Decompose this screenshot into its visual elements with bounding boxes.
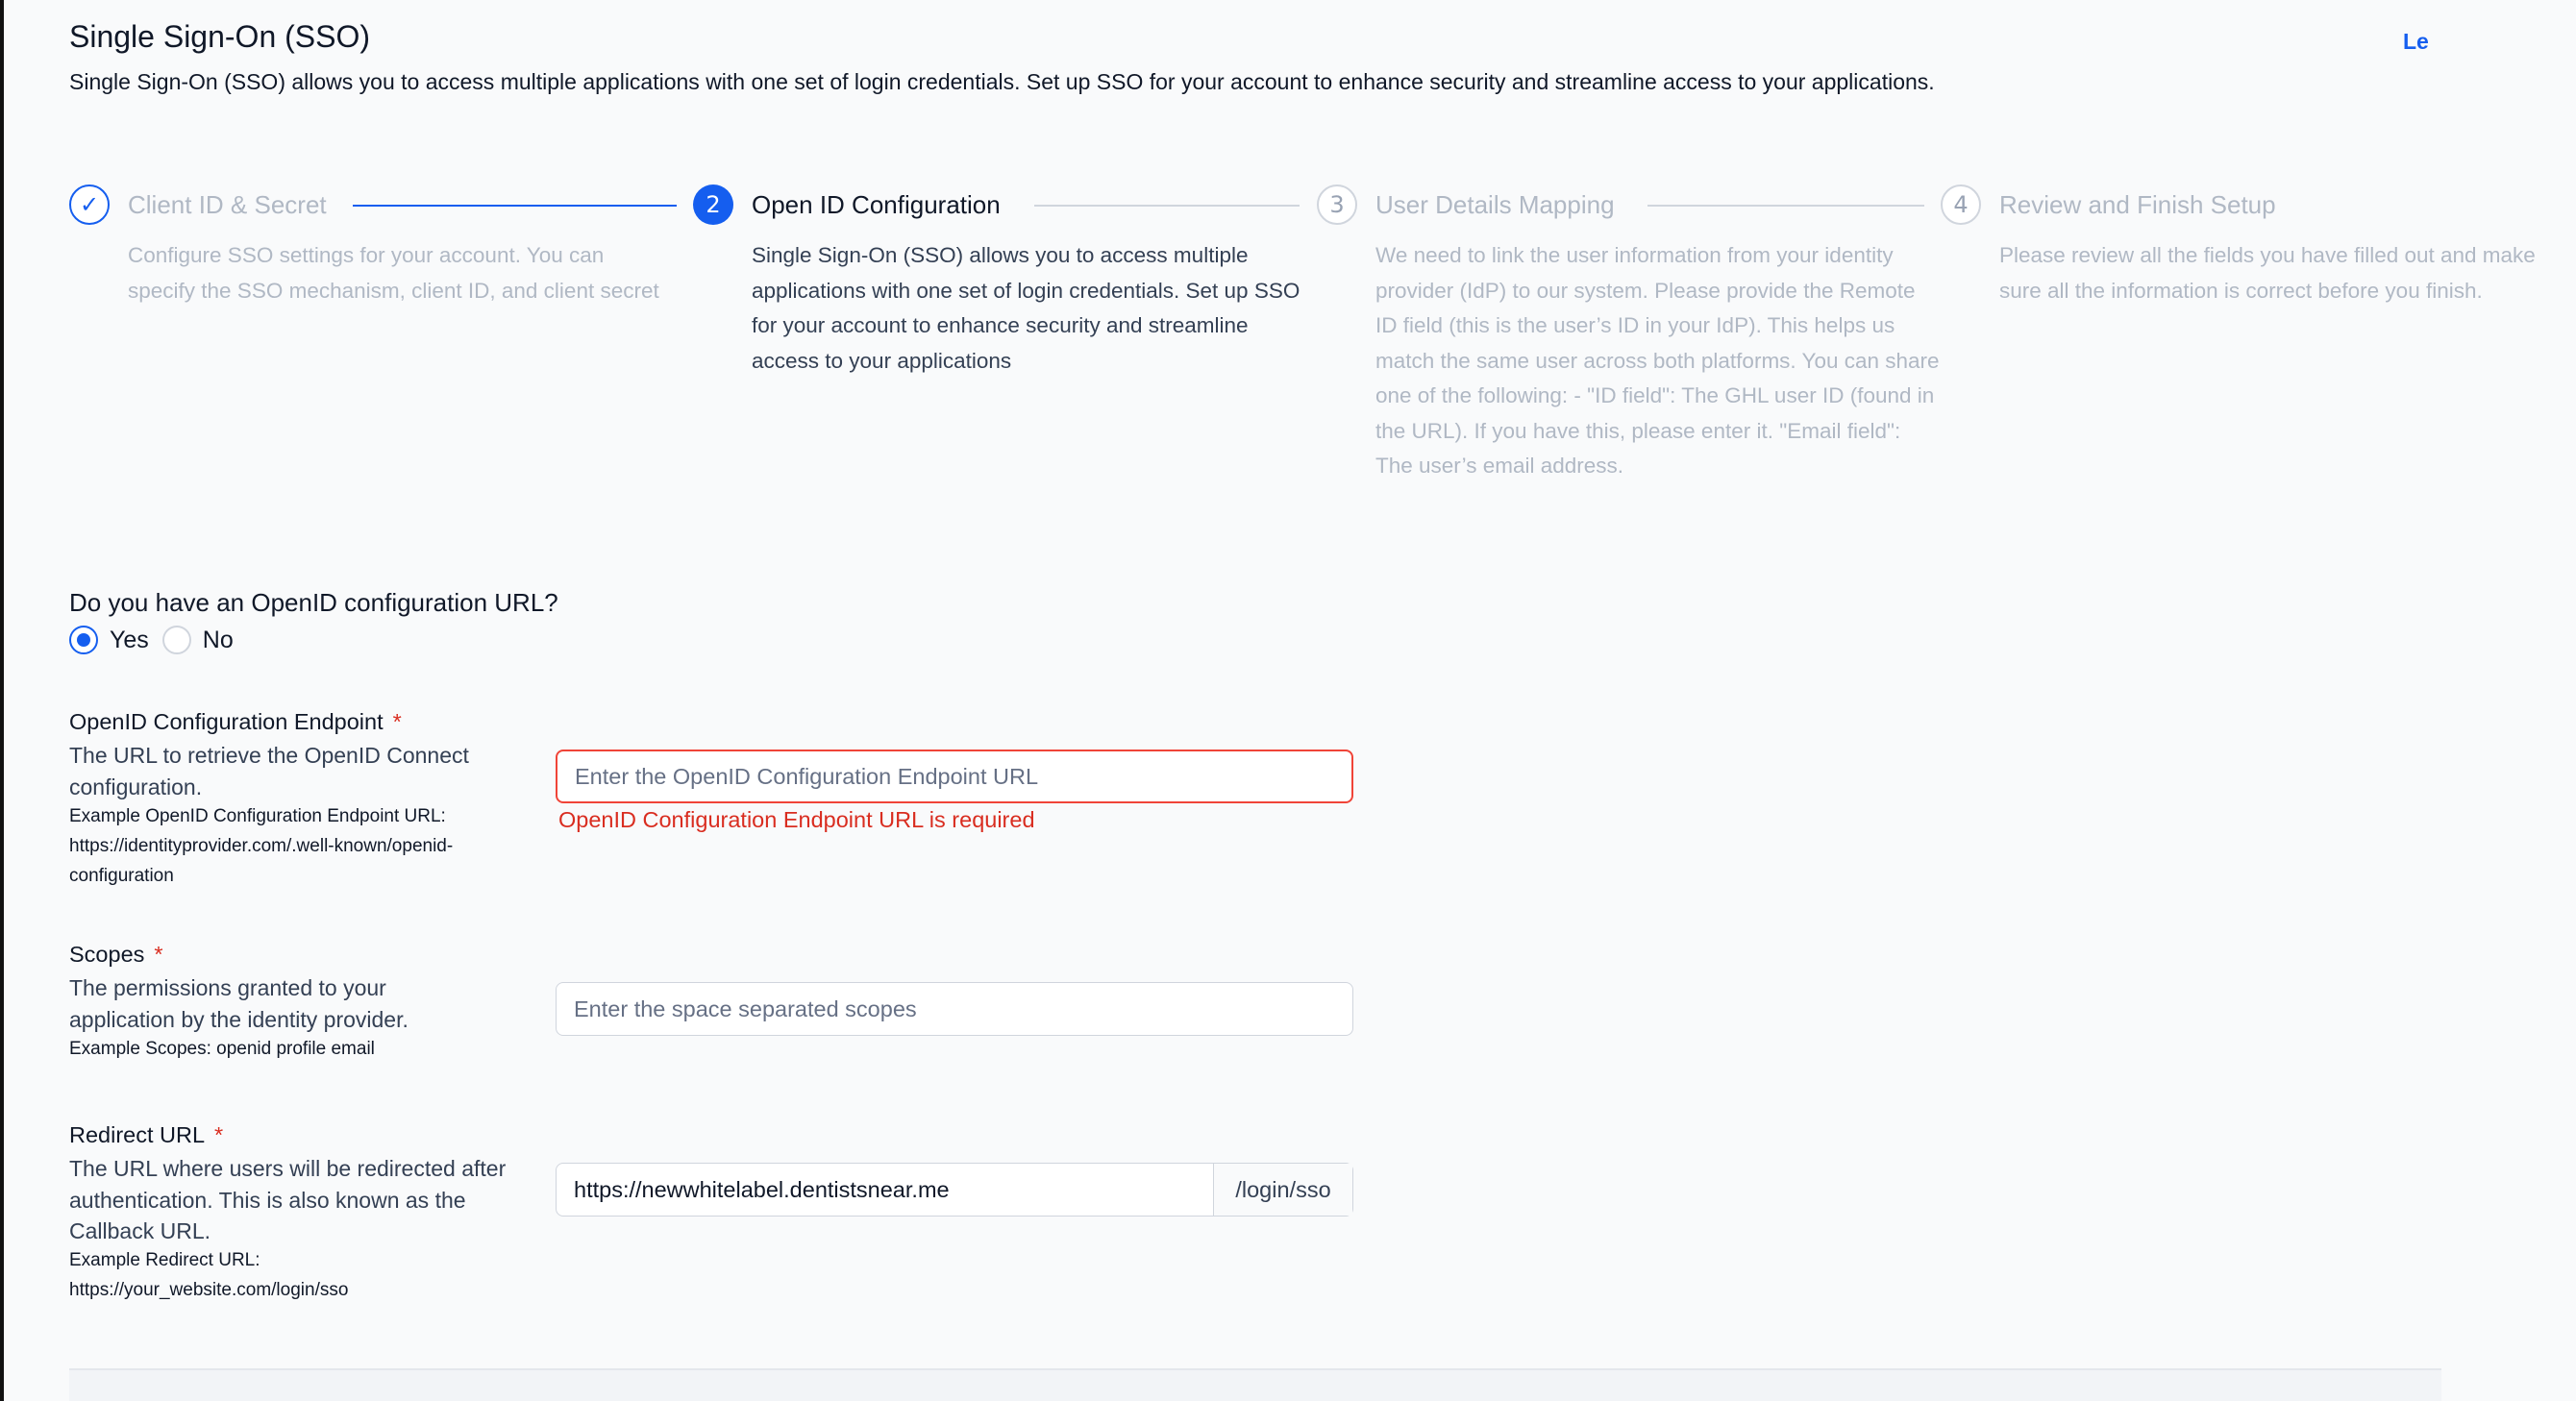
redirect-url-label	[69, 1122, 223, 1148]
redirect-url-example: Example Redirect URL: https://your_website.com/login/sso	[69, 1250, 349, 1300]
step-number-badge: 3	[1317, 184, 1357, 225]
step-title: Review and Finish Setup	[1999, 190, 2276, 219]
sso-settings-page	[69, 0, 2536, 1401]
endpoint-label	[69, 709, 402, 735]
page-description: Single Sign-On (SSO) allows you to access multiple applications with one set of login credentials. Set up SSO for your account to enhance security and streamline access to your applications.	[69, 69, 1935, 94]
endpoint-label-text: OpenID Configuration Endpoint	[69, 709, 384, 734]
required-marker: *	[154, 942, 163, 967]
scopes-label	[69, 942, 163, 968]
endpoint-example: Example OpenID Configuration Endpoint URL: https://identityprovider.com/.well-known/openid-configuration	[69, 806, 454, 886]
endpoint-help-text: The URL to retrieve the OpenID Connect configuration.	[69, 743, 469, 799]
step-title: Client ID & Secret	[128, 190, 327, 219]
redirect-url-input-group	[556, 1163, 1353, 1217]
check-icon: ✓	[69, 184, 110, 225]
required-marker: *	[392, 709, 402, 734]
radio-selected-dot	[77, 633, 90, 647]
step-number-badge: 2	[693, 184, 733, 225]
scopes-label-text: Scopes	[69, 942, 145, 967]
step-connector	[353, 205, 677, 207]
page-title: Single Sign-On (SSO)	[69, 19, 371, 54]
redirect-url-input[interactable]	[557, 1164, 1213, 1216]
openid-url-question: Do you have an OpenID configuration URL?	[69, 588, 558, 617]
redirect-url-label-text: Redirect URL	[69, 1122, 206, 1147]
step-review-finish[interactable]	[1941, 184, 2536, 338]
window-left-edge	[0, 0, 4, 1401]
radio-no-label[interactable]: No	[202, 626, 234, 653]
step-description: Single Sign-On (SSO) allows you to access multiple applications with one set of login credentials. Set up SSO for your account to enhance security and streamline access to your applications	[752, 243, 1300, 373]
openid-endpoint-input[interactable]	[556, 750, 1353, 803]
step-description: Configure SSO settings for your account. You can specify the SSO mechanism, client ID, and client secret	[128, 243, 659, 303]
step-description: Please review all the fields you have filled out and make sure all the information is correct before you finish.	[1999, 243, 2536, 303]
step-connector	[1034, 205, 1300, 207]
radio-no[interactable]	[162, 626, 191, 654]
required-marker: *	[214, 1122, 224, 1147]
scopes-input[interactable]	[556, 982, 1353, 1036]
scopes-help-text: The permissions granted to your application by the identity provider.	[69, 975, 409, 1032]
radio-yes[interactable]	[69, 626, 98, 654]
footer-area	[69, 1370, 2441, 1401]
step-connector	[1647, 205, 1924, 207]
redirect-url-help-text: The URL where users will be redirected after authentication. This is also known as the Callback URL.	[69, 1156, 507, 1243]
step-title: Open ID Configuration	[752, 190, 1001, 219]
redirect-url-suffix: /login/sso	[1213, 1164, 1352, 1216]
step-number-badge: 4	[1941, 184, 1981, 225]
openid-url-radio-group	[69, 625, 247, 655]
step-title: User Details Mapping	[1375, 190, 1615, 219]
radio-yes-label[interactable]: Yes	[110, 626, 149, 653]
endpoint-error-message: OpenID Configuration Endpoint URL is required	[558, 807, 1035, 832]
learn-more-link[interactable]: Le	[2403, 29, 2429, 54]
scopes-example: Example Scopes: openid profile email	[69, 1039, 375, 1059]
step-description: We need to link the user information from your identity provider (IdP) to our system. Please provide the Remote ID field (this is the user’s ID in your IdP). This helps us match the same user across both platforms. You can share one of the following: - "ID field": The GHL user ID (found in the URL). If you have this, please enter it. "Email field": The user’s email address.	[1375, 243, 1940, 478]
